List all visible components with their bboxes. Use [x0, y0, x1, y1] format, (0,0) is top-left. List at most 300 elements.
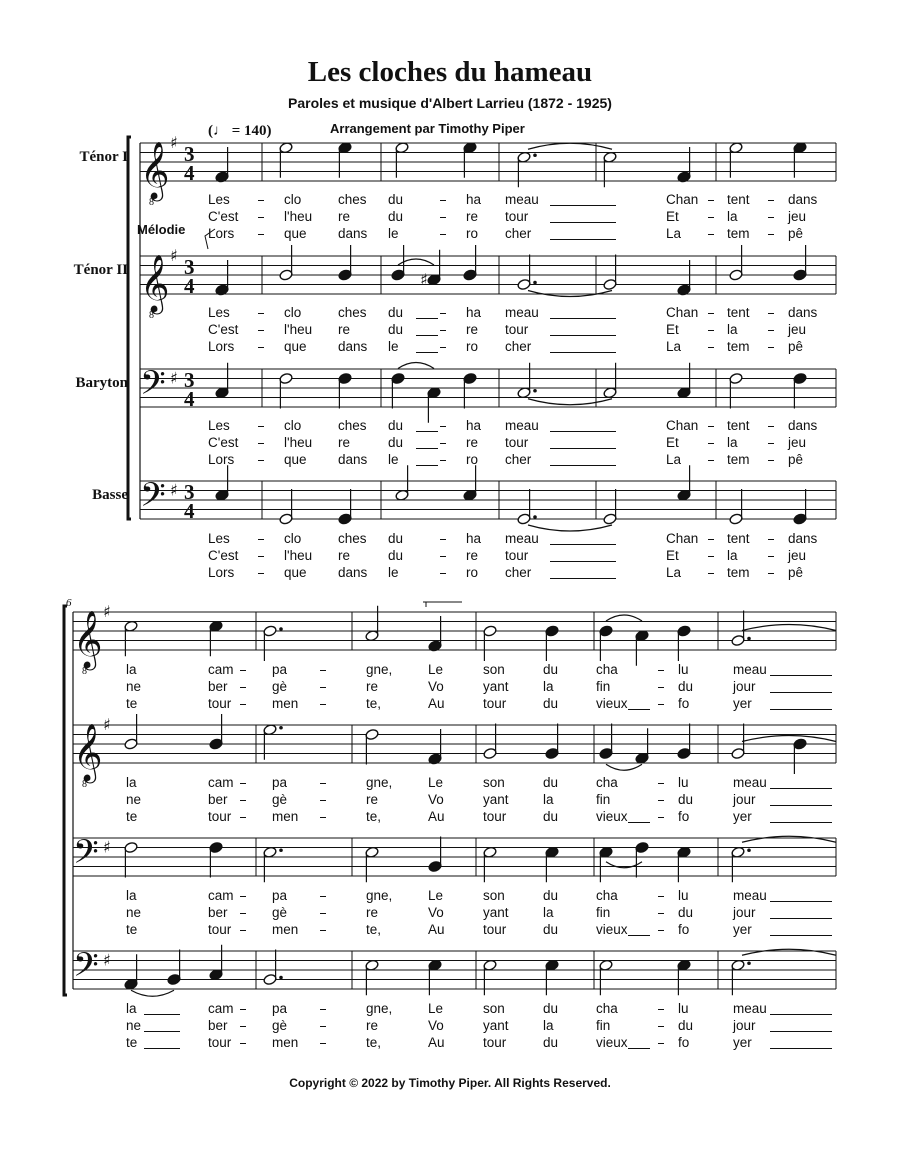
- lyric-extender: [770, 692, 832, 693]
- lyric-syllable: men: [272, 696, 299, 711]
- lyric-extender: [416, 448, 438, 449]
- lyric-hyphen: [240, 800, 246, 801]
- part-name-tenor2: Ténor II: [73, 262, 128, 278]
- lyric-hyphen: [240, 704, 246, 705]
- lyric-hyphen: [440, 217, 446, 218]
- lyric-extender: [550, 222, 616, 223]
- note-head: [124, 738, 138, 750]
- lyric-syllable: tour: [505, 209, 529, 224]
- lyric-syllable: jeu: [788, 322, 807, 337]
- lyric-syllable: que: [284, 565, 307, 580]
- note-head: [731, 747, 745, 759]
- augmentation-dot: [747, 637, 751, 641]
- lyric-syllable: pê: [788, 339, 804, 354]
- lyric-syllable: re: [338, 435, 351, 450]
- lyric-hyphen: [440, 460, 446, 461]
- lyric-hyphen: [708, 460, 714, 461]
- part-name-basse: Basse: [92, 487, 128, 503]
- lyric-syllable: du: [543, 809, 559, 824]
- lyric-syllable: cha: [596, 888, 618, 903]
- lyric-syllable: dans: [788, 192, 818, 207]
- lyric-syllable: dans: [338, 226, 368, 241]
- lyric-syllable: Le: [428, 662, 444, 677]
- lyric-syllable: clo: [284, 531, 302, 546]
- lyric-hyphen: [658, 913, 664, 914]
- sharp-sign: ♯: [170, 368, 178, 388]
- lyric-syllable: tent: [727, 531, 750, 546]
- lyric-syllable: tem: [727, 452, 750, 467]
- lyric-syllable: jour: [733, 679, 756, 694]
- lyric-hyphen: [240, 896, 246, 897]
- lyric-syllable: meau: [505, 305, 539, 320]
- lyric-syllable: du: [388, 435, 404, 450]
- lyric-syllable: re: [466, 209, 479, 224]
- time-signature-bottom: 4: [184, 161, 195, 185]
- lyric-hyphen: [240, 1009, 246, 1010]
- lyric-hyphen: [708, 426, 714, 427]
- lyric-hyphen: [708, 347, 714, 348]
- lyric-syllable: dans: [338, 452, 368, 467]
- lyric-syllable: du: [543, 775, 559, 790]
- lyric-syllable: Le: [428, 775, 444, 790]
- note-head: [677, 747, 691, 759]
- lyric-extender: [416, 465, 438, 466]
- lyric-syllable: du: [678, 792, 694, 807]
- lyric-syllable: te,: [366, 809, 382, 824]
- augmentation-dot: [747, 961, 751, 965]
- lyric-extender: [416, 431, 438, 432]
- lyric-hyphen: [320, 1043, 326, 1044]
- lyric-syllable: Au: [428, 1035, 445, 1050]
- lyric-hyphen: [658, 1026, 664, 1027]
- lyric-syllable: tent: [727, 192, 750, 207]
- lyric-syllable: C'est: [208, 322, 239, 337]
- lyric-syllable: meau: [733, 662, 767, 677]
- lyric-syllable: ro: [466, 565, 479, 580]
- lyric-syllable: re: [466, 435, 479, 450]
- lyric-syllable: La: [666, 452, 682, 467]
- lyric-hyphen: [708, 573, 714, 574]
- lyric-syllable: cher: [505, 226, 532, 241]
- note-head: [793, 513, 807, 525]
- lyric-syllable: Chan: [666, 192, 699, 207]
- lyric-syllable: du: [543, 662, 559, 677]
- lyric-extender: [770, 1048, 832, 1049]
- lyric-hyphen: [768, 313, 774, 314]
- sharp-sign: ♯: [170, 246, 178, 265]
- lyric-syllable: La: [666, 565, 682, 580]
- bass-clef: 𝄢: [73, 833, 99, 880]
- lyric-syllable: C'est: [208, 209, 239, 224]
- lyric-syllable: gne,: [366, 775, 393, 790]
- lyric-hyphen: [240, 913, 246, 914]
- note-head: [167, 973, 181, 985]
- lyric-syllable: re: [466, 322, 479, 337]
- lyric-hyphen: [708, 200, 714, 201]
- lyric-hyphen: [708, 330, 714, 331]
- lyric-extender: [770, 935, 832, 936]
- note-head: [391, 269, 405, 281]
- lyric-syllable: tent: [727, 418, 750, 433]
- augmentation-dot: [533, 389, 537, 393]
- lyric-syllable: re: [366, 905, 379, 920]
- lyric-syllable: du: [678, 905, 694, 920]
- note-head: [391, 372, 405, 384]
- measure-number: 6: [66, 597, 72, 609]
- lyric-hyphen: [258, 313, 264, 314]
- note-head: [279, 269, 293, 281]
- note-head: [279, 372, 293, 384]
- note-head: [338, 513, 352, 525]
- lyric-syllable: fin: [596, 1018, 611, 1033]
- lyric-syllable: yant: [483, 905, 509, 920]
- lyric-syllable: te: [126, 696, 138, 711]
- lyric-syllable: du: [543, 1035, 559, 1050]
- lyric-syllable: le: [388, 339, 399, 354]
- lyric-hyphen: [440, 426, 446, 427]
- lyric-syllable: son: [483, 1001, 505, 1016]
- lyric-syllable: fin: [596, 905, 611, 920]
- lyric-syllable: fin: [596, 792, 611, 807]
- lyric-hyphen: [708, 234, 714, 235]
- lyric-hyphen: [320, 1026, 326, 1027]
- lyric-hyphen: [768, 330, 774, 331]
- lyric-syllable: du: [388, 209, 404, 224]
- lyric-syllable: tent: [727, 305, 750, 320]
- note-head: [263, 973, 277, 985]
- lyric-syllable: re: [366, 1018, 379, 1033]
- lyric-hyphen: [240, 1026, 246, 1027]
- lyric-syllable: lu: [678, 775, 689, 790]
- lyric-syllable: du: [388, 305, 404, 320]
- lyric-syllable: ha: [466, 192, 482, 207]
- lyric-hyphen: [768, 200, 774, 201]
- lyric-syllable: Les: [208, 305, 230, 320]
- time-signature-bottom: 4: [184, 274, 195, 298]
- lyric-syllable: ber: [208, 679, 228, 694]
- note-head: [635, 841, 649, 853]
- lyric-syllable: yer: [733, 922, 752, 937]
- lyric-syllable: te: [126, 809, 138, 824]
- lyric-syllable: men: [272, 809, 299, 824]
- lyric-syllable: Et: [666, 548, 679, 563]
- lyric-syllable: Au: [428, 922, 445, 937]
- lyric-syllable: fo: [678, 1035, 690, 1050]
- copyright-notice: Copyright © 2022 by Timothy Piper. All Rights Reserved.: [289, 1076, 611, 1090]
- time-signature-top: 3: [184, 368, 195, 392]
- lyric-hyphen: [708, 217, 714, 218]
- lyric-syllable: pa: [272, 1001, 288, 1016]
- augmentation-dot: [533, 153, 537, 157]
- phrase-bracket: [423, 602, 426, 607]
- lyric-hyphen: [768, 460, 774, 461]
- lyric-syllable: du: [388, 548, 404, 563]
- note-head: [793, 738, 807, 750]
- lyric-syllable: meau: [505, 192, 539, 207]
- lyric-syllable: Vo: [428, 792, 444, 807]
- tie-slur: [131, 990, 174, 996]
- lyric-syllable: men: [272, 1035, 299, 1050]
- augmentation-dot: [279, 848, 283, 852]
- lyric-hyphen: [258, 347, 264, 348]
- lyric-syllable: la: [727, 435, 738, 450]
- tie-slur: [606, 764, 642, 770]
- lyric-hyphen: [440, 347, 446, 348]
- lyric-syllable: l'heu: [284, 322, 313, 337]
- note-head: [124, 841, 138, 853]
- lyric-syllable: Et: [666, 435, 679, 450]
- lyric-syllable: dans: [788, 418, 818, 433]
- lyric-syllable: ber: [208, 1018, 228, 1033]
- lyric-syllable: dans: [338, 339, 368, 354]
- lyric-extender: [628, 822, 650, 823]
- lyric-syllable: son: [483, 775, 505, 790]
- lyric-extender: [628, 709, 650, 710]
- lyric-extender: [550, 318, 616, 319]
- time-signature-bottom: 4: [184, 387, 195, 411]
- lyric-syllable: cam: [208, 888, 234, 903]
- lyric-hyphen: [768, 443, 774, 444]
- lyric-syllable: Les: [208, 531, 230, 546]
- lyric-hyphen: [320, 704, 326, 705]
- lyric-syllable: cha: [596, 1001, 618, 1016]
- lyric-syllable: re: [366, 792, 379, 807]
- lyric-hyphen: [440, 573, 446, 574]
- lyric-hyphen: [258, 573, 264, 574]
- lyric-syllable: ha: [466, 531, 482, 546]
- arranger-credit: Arrangement par Timothy Piper: [330, 121, 525, 136]
- tie-slur: [528, 525, 612, 531]
- lyric-syllable: yer: [733, 696, 752, 711]
- lyric-hyphen: [708, 443, 714, 444]
- sharp-sign: ♯: [170, 480, 178, 500]
- lyric-syllable: cam: [208, 1001, 234, 1016]
- sharp-sign: ♯: [103, 950, 111, 970]
- lyric-syllable: la: [126, 1001, 137, 1016]
- note-head: [338, 269, 352, 281]
- lyric-syllable: le: [388, 452, 399, 467]
- lyric-syllable: Chan: [666, 305, 699, 320]
- lyric-syllable: pê: [788, 565, 804, 580]
- lyric-syllable: yer: [733, 809, 752, 824]
- lyric-syllable: tour: [208, 809, 232, 824]
- lyric-syllable: re: [466, 548, 479, 563]
- note-head: [545, 747, 559, 759]
- lyric-syllable: ne: [126, 792, 142, 807]
- lyric-syllable: Au: [428, 809, 445, 824]
- note-head: [517, 513, 531, 525]
- lyric-hyphen: [768, 347, 774, 348]
- lyric-hyphen: [258, 556, 264, 557]
- lyric-syllable: du: [543, 1001, 559, 1016]
- lyric-syllable: gne,: [366, 1001, 393, 1016]
- note-head: [729, 372, 743, 384]
- lyric-extender: [770, 709, 832, 710]
- lyric-extender: [550, 352, 616, 353]
- lyric-syllable: Lors: [208, 226, 235, 241]
- lyric-syllable: ro: [466, 226, 479, 241]
- lyric-hyphen: [768, 426, 774, 427]
- augmentation-dot: [279, 726, 283, 730]
- lyric-syllable: tour: [483, 809, 507, 824]
- octave-mark: 8: [149, 310, 154, 321]
- lyric-syllable: re: [338, 322, 351, 337]
- lyric-syllable: C'est: [208, 435, 239, 450]
- lyric-syllable: Et: [666, 209, 679, 224]
- lyric-syllable: la: [727, 322, 738, 337]
- lyric-syllable: tem: [727, 565, 750, 580]
- time-signature-top: 3: [184, 255, 195, 279]
- lyric-syllable: cha: [596, 662, 618, 677]
- lyric-hyphen: [440, 330, 446, 331]
- tie-slur: [528, 399, 612, 405]
- lyric-hyphen: [258, 330, 264, 331]
- lyric-hyphen: [708, 556, 714, 557]
- lyric-hyphen: [320, 930, 326, 931]
- lyric-syllable: cher: [505, 565, 532, 580]
- lyric-syllable: vieux: [596, 809, 628, 824]
- octave-mark: 8: [82, 666, 87, 677]
- lyric-syllable: gè: [272, 1018, 288, 1033]
- lyric-syllable: re: [338, 548, 351, 563]
- note-head: [793, 372, 807, 384]
- treble-clef: 𝄞: [73, 723, 103, 781]
- lyric-syllable: meau: [733, 775, 767, 790]
- lyric-syllable: vieux: [596, 922, 628, 937]
- lyric-syllable: ches: [338, 192, 367, 207]
- lyric-syllable: cha: [596, 775, 618, 790]
- lyric-hyphen: [658, 800, 664, 801]
- lyric-extender: [770, 788, 832, 789]
- note-head: [463, 372, 477, 384]
- system-bracket: [128, 137, 131, 519]
- lyric-extender: [144, 1014, 180, 1015]
- lyric-syllable: tem: [727, 226, 750, 241]
- lyric-syllable: tour: [208, 922, 232, 937]
- augmentation-dot: [747, 848, 751, 852]
- octave-mark: 8: [82, 779, 87, 790]
- lyric-hyphen: [708, 539, 714, 540]
- note-head: [603, 513, 617, 525]
- lyric-hyphen: [240, 817, 246, 818]
- lyric-syllable: tour: [208, 1035, 232, 1050]
- lyric-hyphen: [768, 539, 774, 540]
- tie-slur: [528, 143, 612, 149]
- lyric-hyphen: [440, 443, 446, 444]
- lyric-extender: [628, 1048, 650, 1049]
- note-head: [483, 747, 497, 759]
- lyric-hyphen: [658, 704, 664, 705]
- lyric-syllable: gne,: [366, 662, 393, 677]
- lyric-hyphen: [708, 313, 714, 314]
- lyric-hyphen: [658, 783, 664, 784]
- lyric-hyphen: [320, 800, 326, 801]
- note-head: [365, 728, 379, 740]
- lyric-extender: [770, 805, 832, 806]
- lyric-syllable: la: [543, 1018, 554, 1033]
- lyric-syllable: cher: [505, 339, 532, 354]
- lyric-hyphen: [658, 670, 664, 671]
- lyric-syllable: fin: [596, 679, 611, 694]
- lyric-syllable: du: [388, 322, 404, 337]
- lyric-hyphen: [320, 896, 326, 897]
- lyric-hyphen: [258, 234, 264, 235]
- lyric-syllable: gne,: [366, 888, 393, 903]
- lyric-hyphen: [258, 200, 264, 201]
- lyric-syllable: ne: [126, 679, 142, 694]
- lyric-syllable: tour: [483, 1035, 507, 1050]
- lyric-syllable: tour: [505, 435, 529, 450]
- lyric-extender: [628, 935, 650, 936]
- lyric-hyphen: [258, 426, 264, 427]
- tie-slur: [606, 615, 642, 621]
- lyric-syllable: pa: [272, 888, 288, 903]
- lyric-hyphen: [240, 783, 246, 784]
- lyric-syllable: la: [126, 775, 137, 790]
- lyric-syllable: ha: [466, 418, 482, 433]
- lyric-syllable: Les: [208, 418, 230, 433]
- lyric-hyphen: [768, 234, 774, 235]
- lyric-syllable: du: [678, 1018, 694, 1033]
- lyric-syllable: la: [543, 792, 554, 807]
- system-bracket: [64, 606, 67, 995]
- lyric-syllable: gè: [272, 792, 288, 807]
- lyric-syllable: ro: [466, 452, 479, 467]
- lyric-extender: [144, 1031, 180, 1032]
- lyric-syllable: Au: [428, 696, 445, 711]
- sharp-sign: ♯: [103, 602, 111, 621]
- lyric-syllable: cam: [208, 662, 234, 677]
- lyric-syllable: jour: [733, 792, 756, 807]
- lyric-syllable: que: [284, 339, 307, 354]
- lyric-syllable: son: [483, 888, 505, 903]
- lyric-syllable: Le: [428, 1001, 444, 1016]
- lyric-syllable: Chan: [666, 418, 699, 433]
- lyric-syllable: re: [338, 209, 351, 224]
- lyric-syllable: son: [483, 662, 505, 677]
- lyric-hyphen: [240, 930, 246, 931]
- lyric-syllable: te,: [366, 922, 382, 937]
- lyric-syllable: la: [543, 679, 554, 694]
- lyric-extender: [550, 448, 616, 449]
- lyric-syllable: du: [388, 418, 404, 433]
- lyric-hyphen: [440, 539, 446, 540]
- note-head: [338, 372, 352, 384]
- lyric-hyphen: [240, 687, 246, 688]
- lyric-syllable: gè: [272, 679, 288, 694]
- lyric-syllable: yant: [483, 792, 509, 807]
- lyric-hyphen: [320, 817, 326, 818]
- lyric-syllable: la: [126, 662, 137, 677]
- bass-clef: 𝄢: [140, 476, 166, 523]
- treble-clef: 𝄞: [140, 141, 170, 199]
- lyric-syllable: ches: [338, 418, 367, 433]
- part-name-tenor1: Ténor I: [79, 149, 128, 165]
- lyric-syllable: ber: [208, 905, 228, 920]
- lyric-syllable: te,: [366, 1035, 382, 1050]
- lyric-hyphen: [258, 460, 264, 461]
- part-name-baryton: Baryton: [75, 375, 128, 391]
- note-head: [545, 625, 559, 637]
- lyric-extender: [770, 822, 832, 823]
- lyric-syllable: yant: [483, 679, 509, 694]
- lyric-syllable: du: [678, 679, 694, 694]
- lyric-hyphen: [658, 930, 664, 931]
- augmentation-dot: [533, 515, 537, 519]
- sharp-sign: ♯: [103, 715, 111, 734]
- lyric-syllable: du: [543, 922, 559, 937]
- lyric-syllable: la: [126, 888, 137, 903]
